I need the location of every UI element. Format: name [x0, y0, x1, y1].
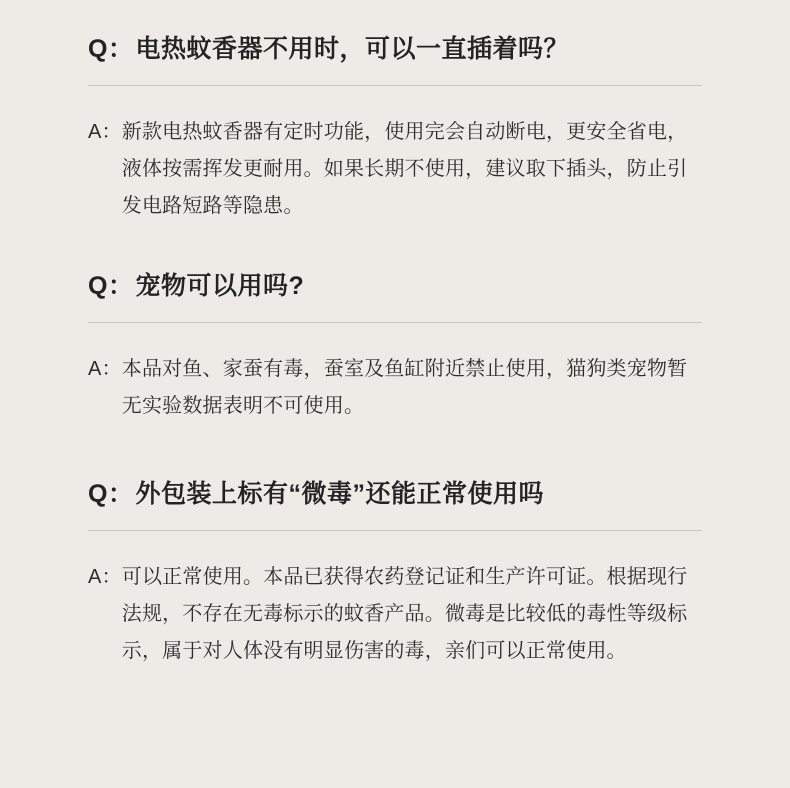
faq-item-1: [88, 22, 702, 235]
answer-marker: A：: [88, 358, 122, 380]
faq-answer-3: [88, 531, 702, 680]
question-text: 外包装上标有“微毒”还能正常使用吗: [135, 480, 544, 508]
faq-question-1: [88, 22, 702, 67]
answer-marker: A：: [88, 566, 122, 588]
question-text: 电热蚊香器不用时，可以一直插着吗？: [135, 35, 569, 63]
answer-text: 新款电热蚊香器有定时功能，使用完会自动断电，更安全省电，液体按需挥发更耐用。如果长期不使用，建议取下插头，防止引发电路短路等隐患。: [121, 121, 688, 217]
question-marker: Q：: [88, 480, 134, 508]
section-spacer: [88, 441, 702, 467]
faq-item-2: [88, 259, 702, 435]
question-marker: Q：: [88, 35, 134, 63]
question-text: 宠物可以用吗?: [135, 272, 305, 300]
answer-marker: A：: [88, 121, 122, 143]
faq-answer-2: [88, 323, 702, 435]
answer-text: 可以正常使用。本品已获得农药登记证和生产许可证。根据现行法规，不存在无毒标示的蚊香产品。微毒是比较低的毒性等级标示，属于对人体没有明显伤害的毒，亲们可以正常使用。: [121, 566, 688, 662]
faq-question-3: [88, 467, 702, 512]
question-marker: Q：: [88, 272, 134, 300]
section-spacer: [88, 241, 702, 259]
faq-item-3: [88, 467, 702, 680]
faq-question-2: [88, 259, 702, 304]
answer-text: 本品对鱼、家蚕有毒，蚕室及鱼缸附近禁止使用，猫狗类宠物暂无实验数据表明不可使用。: [121, 358, 688, 417]
faq-answer-1: [88, 86, 702, 235]
